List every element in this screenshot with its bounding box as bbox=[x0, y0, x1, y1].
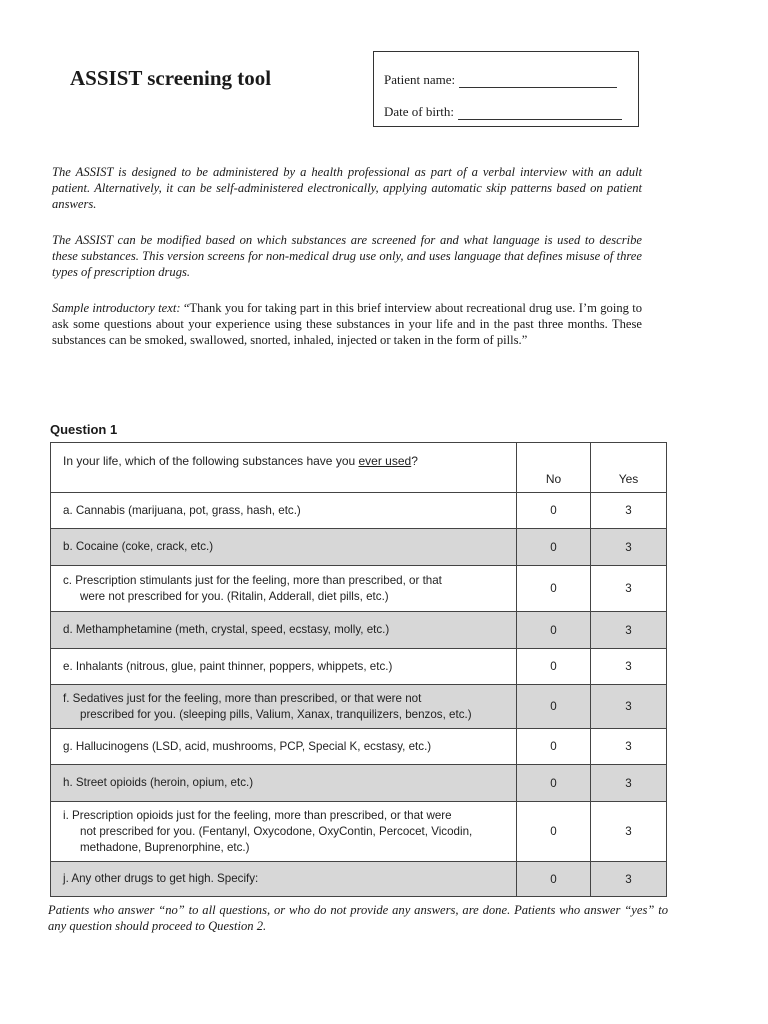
row-label: d. Methamphetamine (meth, crystal, speed, ecstasy, molly, etc.) bbox=[51, 612, 517, 649]
table-row bbox=[51, 862, 667, 897]
table-row bbox=[51, 612, 667, 649]
answer-no[interactable]: 0 bbox=[517, 862, 591, 897]
table-row bbox=[51, 802, 667, 862]
table-row bbox=[51, 566, 667, 612]
question-1-table bbox=[50, 442, 667, 897]
answer-no[interactable]: 0 bbox=[517, 765, 591, 802]
intro-paragraph-1: The ASSIST is designed to be administered by a health professional as part of a verbal interview with an adult patient. Alternatively, it can be self-administered electronically, applying automatic skip patterns based on patient answers. bbox=[52, 165, 642, 211]
patient-info-box bbox=[373, 51, 639, 127]
document-title: ASSIST screening tool bbox=[70, 66, 272, 90]
answer-no[interactable]: 0 bbox=[517, 685, 591, 729]
date-of-birth-label: Date of birth: bbox=[384, 104, 455, 119]
date-of-birth-field[interactable] bbox=[384, 104, 622, 120]
table-header-row bbox=[51, 443, 667, 493]
question-label: Question 1 bbox=[50, 422, 118, 437]
row-label: i. Prescription opioids just for the feeling, more than prescribed, or that were not prescribed for you. (Fentanyl, Oxycodone, OxyContin, Percocet, Vicodin, methadone, Buprenorphine, etc.) bbox=[51, 802, 517, 862]
sample-intro-lead: Sample introductory text: bbox=[52, 301, 181, 315]
table-row bbox=[51, 529, 667, 566]
answer-no[interactable]: 0 bbox=[517, 649, 591, 685]
answer-no[interactable]: 0 bbox=[517, 612, 591, 649]
answer-no[interactable]: 0 bbox=[517, 566, 591, 612]
answer-yes[interactable]: 3 bbox=[591, 566, 667, 612]
intro-paragraph-3 bbox=[52, 300, 642, 348]
ever-used-emphasis: ever used bbox=[358, 454, 412, 468]
column-yes: Yes bbox=[591, 443, 667, 493]
footer-instructions: Patients who answer “no” to all questions, or who do not provide any answers, are done. Patients who answer “yes” to any question should proceed to Question 2. bbox=[48, 903, 668, 933]
patient-name-field[interactable] bbox=[384, 72, 617, 88]
table-row bbox=[51, 729, 667, 765]
sample-intro-text: “Thank you for taking part in this brief interview about recreational drug use. I’m going to ask some questions about your experience using these substances in your life and in the past three months. These substances can be smoked, swallowed, snorted, inhaled, injected or taken in the form of pills.” bbox=[52, 301, 642, 347]
row-label: c. Prescription stimulants just for the feeling, more than prescribed, or that were not prescribed for you. (Ritalin, Adderall, diet pills, etc.) bbox=[51, 566, 517, 612]
row-label: g. Hallucinogens (LSD, acid, mushrooms, PCP, Special K, ecstasy, etc.) bbox=[51, 729, 517, 765]
answer-yes[interactable]: 3 bbox=[591, 765, 667, 802]
answer-no[interactable]: 0 bbox=[517, 529, 591, 566]
column-no: No bbox=[517, 443, 591, 493]
row-label: b. Cocaine (coke, crack, etc.) bbox=[51, 529, 517, 566]
row-label: j. Any other drugs to get high. Specify: bbox=[51, 862, 517, 897]
answer-yes[interactable]: 3 bbox=[591, 802, 667, 862]
question-prompt: In your life, which of the following substances have you ever used? bbox=[51, 443, 517, 493]
row-label: a. Cannabis (marijuana, pot, grass, hash, etc.) bbox=[51, 493, 517, 529]
answer-no[interactable]: 0 bbox=[517, 802, 591, 862]
table-row bbox=[51, 649, 667, 685]
answer-yes[interactable]: 3 bbox=[591, 493, 667, 529]
row-label: h. Street opioids (heroin, opium, etc.) bbox=[51, 765, 517, 802]
answer-yes[interactable]: 3 bbox=[591, 729, 667, 765]
answer-yes[interactable]: 3 bbox=[591, 685, 667, 729]
table-row bbox=[51, 765, 667, 802]
answer-no[interactable]: 0 bbox=[517, 493, 591, 529]
answer-yes[interactable]: 3 bbox=[591, 649, 667, 685]
date-of-birth-line[interactable] bbox=[458, 107, 622, 120]
intro-paragraph-2: The ASSIST can be modified based on which substances are screened for and what language is used to describe these substances. This version screens for non-medical drug use only, and uses language that defines misuse of three types of prescription drugs. bbox=[52, 233, 642, 279]
answer-no[interactable]: 0 bbox=[517, 729, 591, 765]
table-row bbox=[51, 493, 667, 529]
patient-name-line[interactable] bbox=[459, 75, 617, 88]
row-label: e. Inhalants (nitrous, glue, paint thinner, poppers, whippets, etc.) bbox=[51, 649, 517, 685]
answer-yes[interactable]: 3 bbox=[591, 862, 667, 897]
row-label: f. Sedatives just for the feeling, more than prescribed, or that were not prescribed for you. (sleeping pills, Valium, Xanax, tranquilizers, benzos, etc.) bbox=[51, 685, 517, 729]
answer-yes[interactable]: 3 bbox=[591, 529, 667, 566]
table-row bbox=[51, 685, 667, 729]
answer-yes[interactable]: 3 bbox=[591, 612, 667, 649]
patient-name-label: Patient name: bbox=[384, 72, 456, 87]
